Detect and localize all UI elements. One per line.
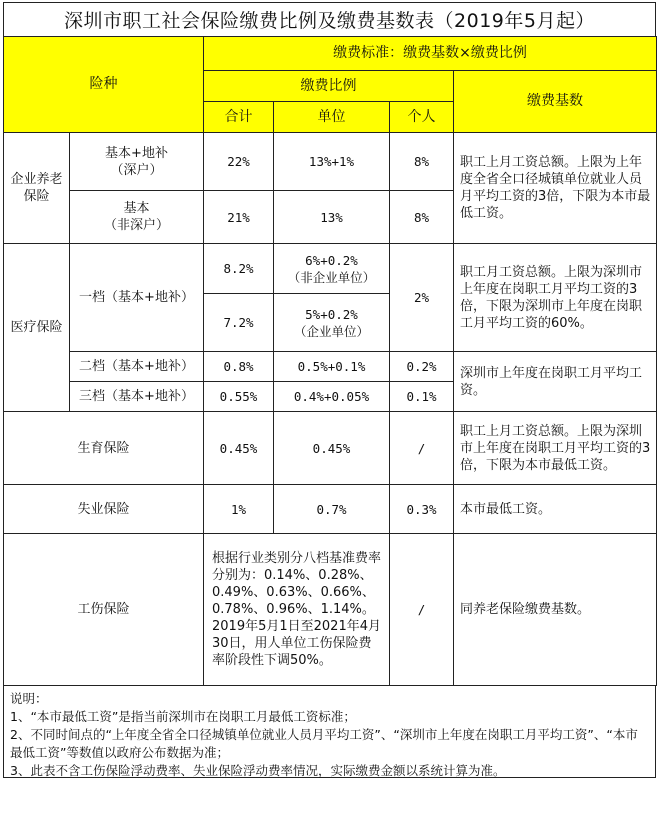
medical-tier3-individual: 0.1% — [390, 382, 454, 412]
unemployment-name: 失业保险 — [4, 485, 204, 534]
medical-tier2-individual: 0.2% — [390, 352, 454, 382]
header-total: 合计 — [204, 102, 274, 133]
injury-rate: 根据行业类别分八档基准费率分别为：0.14%、0.28%、0.49%、0.63%、0.66%、0.78%、0.96%、1.14%。2019年5月1日至2021年4月30日，用人单位工伤保险费率阶段性下调50%。 — [204, 534, 390, 686]
medical-tier3-total: 0.55% — [204, 382, 274, 412]
pension-nonlocal-name: 基本 （非深户） — [70, 191, 204, 244]
maternity-total: 0.45% — [204, 412, 274, 485]
medical-tier3-name: 三档（基本+地补） — [70, 382, 204, 412]
note-2: 2、不同时间点的“上年度全省全口径城镇单位就业人员月平均工资”、“深圳市上年度在岗职工月平均工资”、“本市最低工资”等数值以政府公布数据为准； — [10, 727, 638, 760]
medical-tier2-employer: 0.5%+0.1% — [274, 352, 390, 382]
medical-tier1a-employer: 6%+0.2% （非企业单位） — [274, 244, 390, 294]
maternity-base: 职工上月工资总额。上限为深圳市上年度在岗职工月平均工资的3倍，下限为本市最低工资。 — [454, 412, 657, 485]
pension-base: 职工上月工资总额。上限为上年度全省全口径城镇单位就业人员月平均工资的3倍，下限为本市最低工资。 — [454, 133, 657, 244]
maternity-name: 生育保险 — [4, 412, 204, 485]
unemployment-employer: 0.7% — [274, 485, 390, 534]
unemployment-individual: 0.3% — [390, 485, 454, 534]
header-employer: 单位 — [274, 102, 390, 133]
note-3: 3、此表不含工伤保险浮动费率、失业保险浮动费率情况，实际缴费金额以系统计算为准。 — [10, 763, 506, 778]
note-1: 1、“本市最低工资”是指当前深圳市在岗职工月最低工资标准； — [10, 709, 356, 724]
pension-nonlocal-individual: 8% — [390, 191, 454, 244]
pension-nonlocal-total: 21% — [204, 191, 274, 244]
maternity-individual: / — [390, 412, 454, 485]
medical-tier1-individual: 2% — [390, 244, 454, 352]
injury-base: 同养老保险缴费基数。 — [454, 534, 657, 686]
medical-category: 医疗保险 — [4, 244, 70, 412]
medical-tier2-total: 0.8% — [204, 352, 274, 382]
header-insurance-type: 险种 — [4, 37, 204, 133]
pension-category: 企业养老保险 — [4, 133, 70, 244]
medical-tier23-base: 深圳市上年度在岗职工月平均工资。 — [454, 352, 657, 412]
medical-tier1b-total: 7.2% — [204, 294, 274, 352]
pension-local-name: 基本+地补 （深户） — [70, 133, 204, 191]
injury-individual: / — [390, 534, 454, 686]
medical-tier1a-total: 8.2% — [204, 244, 274, 294]
insurance-table-document — [3, 2, 656, 778]
header-individual: 个人 — [390, 102, 454, 133]
injury-name: 工伤保险 — [4, 534, 204, 686]
medical-tier1-name: 一档（基本+地补） — [70, 244, 204, 352]
pension-local-total: 22% — [204, 133, 274, 191]
pension-nonlocal-employer: 13% — [274, 191, 390, 244]
notes-heading: 说明： — [10, 691, 48, 706]
pension-local-individual: 8% — [390, 133, 454, 191]
header-base: 缴费基数 — [454, 71, 657, 133]
unemployment-base: 本市最低工资。 — [454, 485, 657, 534]
medical-tier3-employer: 0.4%+0.05% — [274, 382, 390, 412]
maternity-employer: 0.45% — [274, 412, 390, 485]
page-title: 深圳市职工社会保险缴费比例及缴费基数表（2019年5月起） — [3, 2, 656, 36]
header-formula: 缴费标准：缴费基数×缴费比例 — [204, 37, 657, 71]
medical-tier2-name: 二档（基本+地补） — [70, 352, 204, 382]
unemployment-total: 1% — [204, 485, 274, 534]
medical-tier1b-employer: 5%+0.2% （企业单位） — [274, 294, 390, 352]
medical-tier1-base: 职工月工资总额。上限为深圳市上年度在岗职工月平均工资的3倍，下限为深圳市上年度在岗职工月平均工资的60%。 — [454, 244, 657, 352]
notes-section — [3, 686, 656, 778]
header-rate: 缴费比例 — [204, 71, 454, 102]
pension-local-employer: 13%+1% — [274, 133, 390, 191]
insurance-table — [3, 36, 657, 686]
